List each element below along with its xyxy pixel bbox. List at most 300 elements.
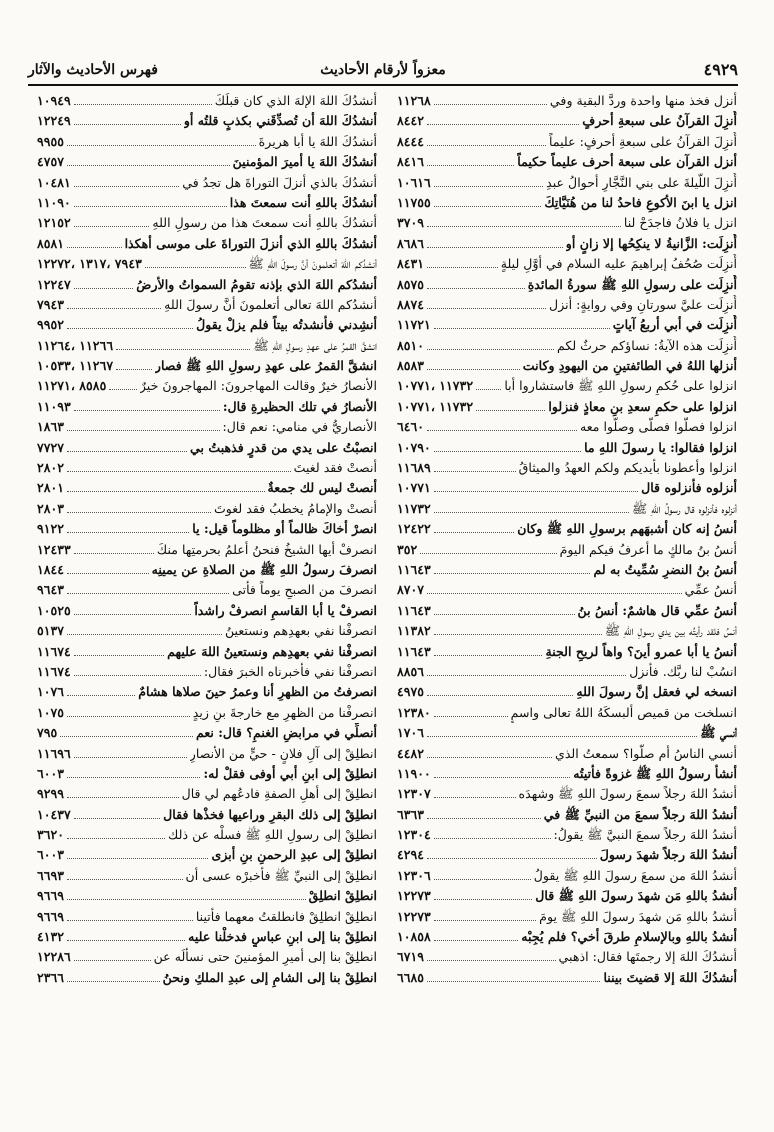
hadith-number: ٧٧٢٧ — [37, 439, 65, 455]
entry-text: انطلِقْ بنا إلى الشامِ إلى عبدِ الملكِ ونحنُ — [162, 969, 377, 985]
entry-text: أنشدُكَ باللهِ الذي أنزلَ التوراةَ على موسى أهكذا — [124, 235, 377, 251]
entry-text: أنشدُ اللهَ من سمعَ رسولَ اللهِ ﷺ يقولُ — [533, 867, 737, 883]
hadith-number: ٩٦٤٣ — [37, 582, 65, 598]
index-entry — [397, 152, 737, 172]
hadith-number: ٨٥١٠ — [397, 337, 425, 353]
dot-leader — [74, 949, 151, 961]
index-entry — [37, 703, 377, 723]
index-entry — [397, 907, 737, 927]
hadith-number: ٣٦٢٠ — [37, 827, 65, 843]
dot-leader — [434, 562, 591, 574]
dot-leader — [67, 623, 222, 635]
hadith-number: ٩١٢٢ — [37, 521, 65, 537]
dot-leader — [67, 562, 149, 574]
index-entry — [37, 845, 377, 865]
index-entry — [397, 805, 737, 825]
dot-leader — [434, 644, 543, 656]
dot-leader — [434, 868, 531, 880]
entry-text: أنسُ بنُ مالكٍ ما أعرفُ فيكم اليومَ — [559, 541, 737, 557]
hadith-number: ٦٤٦٠ — [397, 419, 425, 435]
dot-leader — [67, 134, 256, 146]
dot-leader — [60, 725, 193, 737]
index-entry — [397, 417, 737, 437]
entry-text: أنصتْ والإمامُ يخطبُ فقد لغوتَ — [213, 500, 377, 516]
entry-text: انطلِقْ بنا إلى أميرِ المؤمنينَ حتى نسألَه عن — [153, 949, 377, 965]
entry-text: أنشدُ اللهَ رجلاً سمعَ رسولَ اللهِ ﷺ وشهدَه — [518, 786, 737, 802]
index-entry — [37, 438, 377, 458]
hadith-number: ١٨٤٤ — [37, 561, 65, 577]
index-entry — [37, 662, 377, 682]
dot-leader — [427, 154, 514, 166]
dot-leader — [434, 929, 518, 941]
hadith-number: ٤١٣٢ — [37, 929, 65, 945]
entry-text: انصبْتُ على يدي من قدرٍ فذهبتُ بي — [189, 439, 377, 455]
hadith-number: ٢٨٠٣ — [37, 500, 65, 516]
entry-text: أنشدُكم اللهَ الذي بإذنه تقومُ السمواتُ والأرضُ — [136, 276, 377, 292]
dot-leader — [67, 766, 200, 778]
entry-text: أنشدُكَ باللهِ أنت سمعتَ هذا — [229, 194, 377, 210]
dot-leader — [67, 297, 161, 309]
dot-leader — [434, 501, 629, 513]
entry-text: أُنزِلَت: الزَّانيةُ لا ينكِحُها إلا زانٍ أو — [565, 235, 737, 251]
index-entry — [397, 968, 737, 988]
entry-text: أنشدُكم اللهَ أتعلمونَ أنَّ رسولَ اللهِ ﷺ — [248, 256, 377, 272]
index-entry — [397, 723, 737, 743]
entry-text: انصرفْ يا أبا القاسمِ انصرفْ راشداً — [194, 602, 377, 618]
index-entry — [37, 254, 377, 274]
hadith-number: ٩٩٥٢ — [37, 317, 65, 333]
hadith-number: ١١٢٦٧ ،١٠٥٣٣ — [37, 358, 114, 374]
hadith-number: ١٠٤٣٧ — [37, 806, 71, 822]
entry-text: الأنصاريُّ في منامي: نعم قال: — [222, 419, 377, 435]
hadith-number: ٦٠٠٣ — [37, 765, 65, 781]
entry-text: انطلِقْ إلى ابنِ أبي أوفى فقلْ له: — [203, 765, 377, 781]
index-entry — [397, 438, 737, 458]
dot-leader — [116, 338, 250, 350]
hadith-number: ٦٦٨٥ — [397, 969, 425, 985]
index-entry — [37, 336, 377, 356]
entry-text: انطلِقْ إلى عبدِ الرحمنِ بنِ أبزى — [211, 847, 377, 863]
hadith-number: ١٠٧٦ — [37, 684, 65, 700]
index-entry — [397, 825, 737, 845]
hadith-number: ٢٨٠٢ — [37, 460, 65, 476]
entry-text: انصرفْنا نفي فأخبرناه الخبرَ فقال: — [203, 663, 377, 679]
dot-leader — [427, 236, 563, 248]
entry-text: انصرفْنا نفي بعهدِهم ونستعينُ — [224, 623, 377, 639]
hadith-number: ٧٩٤٣ — [37, 296, 65, 312]
dot-leader — [67, 440, 187, 452]
index-entry — [397, 91, 737, 111]
index-entry — [37, 132, 377, 152]
dot-leader — [434, 603, 575, 615]
hadith-number: ١١٢٦٨ — [397, 93, 431, 108]
dot-leader — [67, 705, 190, 717]
dot-leader — [67, 888, 306, 900]
index-entry — [37, 580, 377, 600]
index-entry — [37, 540, 377, 560]
index-entry — [37, 458, 377, 478]
index-entry — [397, 132, 737, 152]
entry-text: انطلِقْ إلى أهلِ الصفةِ فادعُهم لي قال — [181, 786, 377, 802]
hadith-number: ١١٦٧٤ — [37, 643, 71, 659]
hadith-number: ٤٩٧٥ — [397, 684, 425, 700]
index-entry — [397, 336, 737, 356]
index-entry — [37, 519, 377, 539]
hadith-number: ١١٦٧٤ — [37, 663, 71, 679]
entry-text: أنشدُ باللهِ مَن شهدَ رسولَ اللهِ ﷺ يومَ — [539, 908, 737, 924]
index-entry — [37, 744, 377, 764]
dot-leader — [67, 786, 179, 798]
dot-leader — [74, 603, 191, 615]
entry-text: أنشدُكَ اللهَ إلا رجمتَها فقال: اذهبي — [558, 949, 737, 965]
entry-text: أنشدُ اللهَ رجلاً سمعَ النبيَّ ﷺ يقولُ: — [553, 827, 737, 843]
index-entry — [37, 784, 377, 804]
index-entry — [37, 907, 377, 927]
hadith-number: ١٢٣٠٧ — [397, 786, 431, 802]
dot-leader — [434, 705, 508, 717]
hadith-number: ٦٣٦٣ — [397, 806, 425, 822]
entry-text: انطلِقْ إلى رسولِ اللهِ ﷺ فسلْه عن ذلك — [168, 827, 377, 843]
hadith-number: ٨٤٤٤ — [397, 133, 425, 149]
dot-leader — [434, 480, 638, 492]
hadith-number: ١٠٨٥٨ — [397, 929, 431, 945]
index-entry — [397, 173, 737, 193]
entry-text: انصرفتُ من الظهرِ أنا وعمرُ حينَ صلاها هشامٌ — [138, 684, 377, 700]
entry-text: أنشدُ اللهَ رجلاً سمعَ من النبيِّ ﷺ في — [543, 806, 737, 822]
hadith-number: ٨٤٤٢ — [397, 113, 425, 129]
hadith-number: ١١٧٣٢ — [397, 500, 431, 516]
index-entry — [37, 866, 377, 886]
dot-leader — [67, 460, 291, 472]
index-entry — [37, 417, 377, 437]
index-entry — [397, 601, 737, 621]
hadith-number: ١١٧٣٢ ،١٠٧٧١ — [397, 398, 474, 414]
dot-leader — [427, 419, 577, 431]
dot-leader — [67, 909, 193, 921]
index-entry — [397, 111, 737, 131]
index-entry — [397, 275, 737, 295]
index-entry — [37, 968, 377, 988]
entry-text: أنزل فخذ منها واحدة وردَّ البقية وفي — [549, 93, 737, 108]
index-entry — [397, 499, 737, 519]
entry-text: أنشدُ باللهِ مَن شهدَ رسولَ اللهِ ﷺ قال — [535, 888, 737, 904]
index-entry — [397, 703, 737, 723]
dot-leader — [434, 888, 532, 900]
entry-text: انسخه لي فعقل إنَّ رسولَ اللهِ — [576, 684, 737, 700]
entry-text: أنصلِّي في مرابضِ الغنمِ؟ قال: نعم — [195, 725, 377, 741]
index-entry — [397, 478, 737, 498]
index-entry — [37, 152, 377, 172]
entry-text: انطلِقْ بنا إلى ابنِ عباسٍ فدخلْنا عليه — [188, 929, 377, 945]
index-entry — [397, 845, 737, 865]
index-entry — [397, 458, 737, 478]
dot-leader — [67, 317, 193, 329]
hadith-number: ٨٤١٦ — [397, 154, 425, 170]
hadith-number: ٧٩٤٣ ،١٣١٧ ،١٢٢٧٢ — [37, 256, 142, 272]
index-entry — [37, 478, 377, 498]
entry-text: أُنزِلَت على رسولِ اللهِ ﷺ سورةُ المائدةِ — [527, 276, 737, 292]
entry-text: أنصتْ فقد لغيتَ — [293, 460, 377, 476]
hadith-number: ٤٤٨٢ — [397, 745, 425, 761]
dot-leader — [427, 582, 682, 594]
index-entry — [397, 560, 737, 580]
index-entry — [37, 642, 377, 662]
dot-leader — [427, 949, 555, 961]
hadith-number: ١٠٦١٦ — [397, 174, 431, 190]
index-entry — [397, 234, 737, 254]
hadith-number: ١٢٣٨٠ — [397, 704, 431, 720]
entry-text: أنشدُكَ اللهَ يا أبا هريرةَ — [258, 133, 377, 149]
hadith-number: ٨٨٥٦ — [397, 663, 425, 679]
hadith-number: ٨٧٠٧ — [397, 582, 425, 598]
hadith-number: ٧٩٥ — [37, 725, 58, 741]
hadith-number: ١٢٢٧٣ — [397, 908, 431, 924]
hadith-number: ٤٧٥٧ — [37, 154, 65, 170]
dot-leader — [427, 113, 579, 125]
hadith-number: ١٢٢٤٧ — [37, 276, 71, 292]
dot-leader — [427, 215, 621, 227]
page-header — [28, 58, 738, 86]
hadith-number: ٣٧٠٩ — [397, 215, 425, 231]
hadith-number: ٩٦٦٩ — [37, 888, 65, 904]
dot-leader — [427, 684, 573, 696]
dot-leader — [116, 358, 152, 370]
dot-leader — [476, 378, 501, 390]
index-entry — [397, 397, 737, 417]
index-entry — [37, 193, 377, 213]
entry-text: أنسُ عمِّي — [684, 582, 737, 598]
index-entry — [37, 764, 377, 784]
dot-leader — [67, 684, 135, 696]
dot-leader — [74, 93, 212, 105]
dot-leader — [67, 480, 264, 492]
dot-leader — [420, 542, 556, 554]
hadith-number: ٩٩٥٥ — [37, 133, 65, 149]
hadith-number: ١١٦٩٦ — [37, 745, 71, 761]
header-left-title: فهرس الأحاديث والآثار — [28, 62, 158, 78]
dot-leader — [434, 623, 602, 635]
hadith-number: ١١٣٨٢ — [397, 623, 431, 639]
dot-leader — [74, 542, 154, 554]
entry-text: الأنصارُ في تلك الحظيرةِ قال: — [222, 398, 377, 414]
index-entry — [37, 947, 377, 967]
index-entry — [397, 886, 737, 906]
dot-leader — [67, 847, 208, 859]
index-entry — [37, 376, 377, 396]
hadith-number: ١٨٦٣ — [37, 419, 65, 435]
index-entry — [37, 234, 377, 254]
entry-text: أنصتْ ليس لك جمعةٌ — [267, 480, 377, 496]
index-entry — [37, 275, 377, 295]
entry-text: انزل يا فلانُ فاجدَحْ لنا — [623, 215, 737, 231]
dot-leader — [434, 827, 551, 839]
dot-leader — [74, 399, 220, 411]
hadith-number: ١١٧٥٥ — [397, 194, 431, 210]
dot-leader — [434, 521, 514, 533]
hadith-number: ١٢٤٢٢ — [397, 521, 431, 537]
entry-text: أنسُ إنه كان أشبهَهم برسولِ اللهِ ﷺ وكان — [517, 521, 737, 537]
entry-text: انزلوا وأعطونا بأيديكم ولكم العهدُ والميثاقُ — [518, 460, 737, 476]
entry-text: انزلوا على حُكمِ رسولِ اللهِ ﷺ فاستشاروا أبا — [504, 378, 737, 394]
hadith-number: ١٠٥٢٥ — [37, 602, 71, 618]
dot-leader — [74, 195, 227, 207]
hadith-number: ١٢١٥٢ — [37, 215, 71, 231]
index-entry — [37, 621, 377, 641]
index-entry — [37, 805, 377, 825]
entry-text: انطلِقْ إلى ذلك البقرِ وراعيها فخذْها فقال — [163, 806, 377, 822]
dot-leader — [67, 236, 122, 248]
hadith-number: ٢٣٦٦ — [37, 969, 65, 985]
dot-leader — [67, 501, 211, 513]
dot-leader — [427, 807, 541, 819]
hadith-number: ٥١٣٧ — [37, 623, 65, 639]
index-entry — [397, 682, 737, 702]
index-entry — [397, 315, 737, 335]
hadith-number: ٢٨٠١ — [37, 480, 65, 496]
entry-text: انصرْ أخاكَ ظالماً أو مظلوماً قيل: يا — [192, 521, 377, 537]
hadith-number: ١٢٢٨٦ — [37, 949, 71, 965]
hadith-number: ٦٦٩٣ — [37, 867, 65, 883]
entry-text: أُنزِلَ القرآنُ على سبعةِ أحرفٍ: عليماً — [548, 133, 737, 149]
index-entry — [397, 927, 737, 947]
entry-text: انصرفْنا من الظهرِ مع خارجةَ بنِ زيدٍ — [192, 704, 377, 720]
dot-leader — [476, 399, 545, 411]
hadith-number: ٨٥٨٣ — [397, 358, 425, 374]
hadith-number: ١٠٧٧١ — [397, 480, 431, 496]
index-entry — [397, 213, 737, 233]
dot-leader — [109, 378, 137, 390]
dot-leader — [434, 440, 581, 452]
dot-leader — [67, 827, 165, 839]
dot-leader — [67, 521, 189, 533]
dot-leader — [434, 195, 541, 207]
dot-leader — [427, 664, 626, 676]
hadith-number: ١١٦٨٩ — [397, 460, 431, 476]
hadith-number: ١١٩٠٠ — [397, 765, 431, 781]
entry-text: أنشأ رسولُ اللهِ ﷺ غزوةً فأتيتُه — [573, 765, 737, 781]
index-entry — [37, 825, 377, 845]
entry-text: أنزلها اللهُ في الطائفتينِ من اليهودِ وكانت — [522, 358, 737, 374]
hadith-number: ٩٢٩٩ — [37, 786, 65, 802]
entry-text: أنسي الناسُ أم صلَّوا؟ سمعتُ الذي — [554, 745, 737, 761]
index-entry — [37, 213, 377, 233]
index-entry — [37, 601, 377, 621]
entry-text: أنسُ فلقد رأيتُه بين يدي رسولِ اللهِ ﷺ — [604, 623, 737, 639]
header-center-title: معزواً لأرقام الأحاديث — [320, 62, 446, 78]
index-entry — [397, 744, 737, 764]
entry-text: الأنصارُ خيرٌ وقالت المهاجرونَ: المهاجرونَ خيرٌ — [139, 378, 377, 394]
entry-text: أُنزِلَت صُحُفُ إبراهيمَ عليه السلام في أوَّلِ ليلةٍ — [500, 256, 737, 272]
hadith-number: ٤٢٩٤ — [397, 847, 425, 863]
entry-text: انصرفْنا نفي بعهدِهم ونستعينُ اللهَ عليهم — [167, 643, 377, 659]
index-entry — [397, 764, 737, 784]
entry-text: انصرفَ من الصبحِ يوماً فأتى — [232, 582, 377, 598]
hadith-number: ١١٧٢١ — [397, 317, 431, 333]
hadith-number: ١١٠٩٠ — [37, 194, 71, 210]
entry-text: أنشدُكَ بالذي أنزلَ التوراةَ هل تجدُ في — [182, 174, 377, 190]
dot-leader — [427, 847, 597, 859]
index-entry — [37, 499, 377, 519]
entry-text: أنشدُكَ باللهِ أنت سمعتَ هذا من رسولِ اللهِ — [152, 215, 377, 231]
entry-text: انصرفْ أيها الشيخُ فنحنُ أعلمُ بحرمتِها منكَ — [156, 541, 377, 557]
hadith-number: ١٧٠٦ — [397, 725, 425, 741]
index-entry — [37, 397, 377, 417]
entry-text: أنسُ بنُ النضرِ سُمِّيتُ به لم — [593, 561, 737, 577]
dot-leader — [74, 644, 164, 656]
dot-leader — [67, 929, 185, 941]
index-entry — [37, 356, 377, 376]
hadith-number: ٦٧١٩ — [397, 949, 425, 965]
entry-text: انزلوا فقالوا: يا رسولَ اللهِ ما — [584, 439, 737, 455]
hadith-number: ١٢٣٠٤ — [397, 827, 431, 843]
entry-text: أنشدُكَ اللهَ الإلهَ الذي كان قبلَكَ — [214, 93, 377, 108]
hadith-number: ٣٥٢ — [397, 541, 418, 557]
entry-text: أنشدُكَ اللهَ إلا قضيتَ بيننا — [603, 969, 737, 985]
hadith-number: ١١٠٩٣ — [37, 398, 71, 414]
index-entry — [37, 682, 377, 702]
index-entry — [37, 560, 377, 580]
entry-text: انزلوا على حكمِ سعدِ بنِ معاذٍ فنزلوا — [548, 398, 737, 414]
hadith-number: ٩٦٦٩ — [37, 908, 65, 924]
hadith-number: ١١٢٦٦ ،١١٢٦٤ — [37, 337, 114, 353]
entry-text: أنشدُكم اللهَ تعالى أتعلمونَ أنَّ رسولَ اللهِ — [164, 296, 377, 312]
hadith-number: ٨٤٣١ — [397, 256, 425, 272]
entry-text: انشقَّ القمرُ على عهدِ رسولِ اللهِ ﷺ — [253, 337, 377, 353]
hadith-number: ٨٥٨١ — [37, 235, 65, 251]
hadith-number: ١١٦٤٣ — [397, 643, 431, 659]
dot-leader — [74, 664, 201, 676]
hadith-number: ٨٦٨٦ — [397, 235, 425, 251]
entry-text: أنشدُ باللهِ وبالإسلامِ طرقَ أخي؟ فلم يُجِبْه — [521, 929, 737, 945]
dot-leader — [427, 256, 498, 268]
index-entry — [37, 173, 377, 193]
hadith-number: ١٠٤٨١ — [37, 174, 71, 190]
hadith-number: ١٢٢٧٣ — [397, 888, 431, 904]
left-index-column — [37, 91, 377, 988]
index-entry — [397, 580, 737, 600]
index-entry — [397, 642, 737, 662]
dot-leader — [434, 317, 610, 329]
index-entry — [397, 295, 737, 315]
dot-leader — [67, 154, 230, 166]
entry-text: أنزلوه فأنزلوه قال — [641, 480, 737, 496]
dot-leader — [145, 256, 246, 268]
entry-text: أُنزِلَت في أبي أربعُ آياتٍ — [612, 317, 737, 333]
hadith-number: ١١٦٤٣ — [397, 561, 431, 577]
entry-text: أُنزِلَ اللَّيلةَ على بني النَّجَّارِ أحوالُ عبدِ — [546, 174, 737, 190]
hadith-number: ١٢٣٠٦ — [397, 867, 431, 883]
entry-text: أنشدُكَ اللهَ أن تُصدِّقَني بكذبٍ قلتُه أو — [183, 113, 377, 129]
entry-text: أنشدُكَ اللهَ يا أميرَ المؤمنينَ — [232, 154, 377, 170]
hadith-number: ١٢٢٤٩ — [37, 113, 71, 129]
dot-leader — [434, 766, 570, 778]
hadith-number: ٦٠٠٣ — [37, 847, 65, 863]
dot-leader — [74, 113, 181, 125]
index-entry — [397, 947, 737, 967]
hadith-number: ١٠٧٥ — [37, 704, 65, 720]
entry-text: أُنزِلَت هذه الآيةُ: نساؤكم حرثٌ لكم — [556, 337, 737, 353]
dot-leader — [67, 419, 219, 431]
hadith-number: ٨٥٧٥ — [397, 276, 425, 292]
dot-leader — [427, 358, 520, 370]
page-number: ٤٩٢٩ — [703, 60, 738, 79]
index-entry — [397, 356, 737, 376]
entry-text: انزلوا فصلُّوا فصلَّى وصلَّوا معه — [579, 419, 737, 435]
index-entry — [37, 927, 377, 947]
hadith-number: ١١٧٣٢ ،١٠٧٧١ — [397, 378, 474, 394]
index-entry — [37, 295, 377, 315]
dot-leader — [67, 868, 182, 880]
